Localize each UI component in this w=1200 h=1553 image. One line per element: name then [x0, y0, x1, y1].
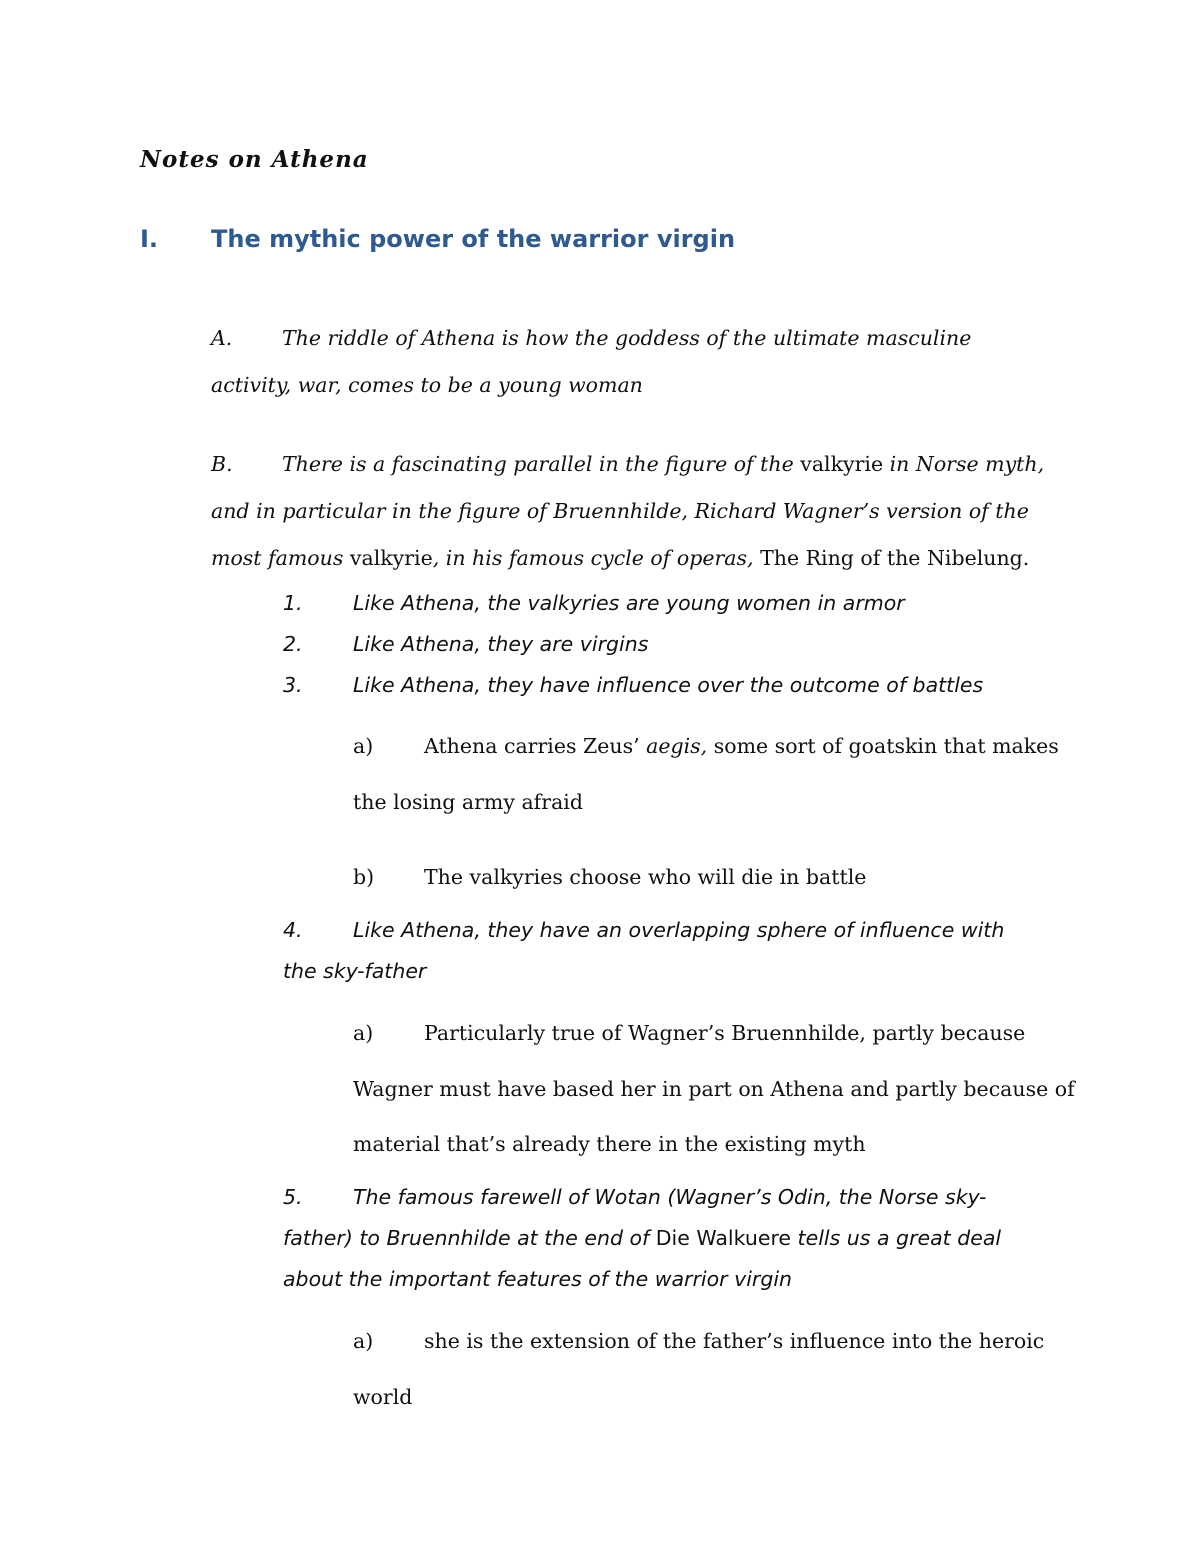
section-heading: The mythic power of the warrior virgin [211, 225, 736, 253]
section-number: I. [140, 225, 159, 253]
valkyrie-term: valkyrie [800, 452, 884, 476]
page-title: Notes on Athena [140, 146, 369, 173]
point-5-line2-end: tells us a great deal [791, 1226, 1002, 1250]
item-a-line2: activity, war, comes to be a young woman [211, 373, 643, 397]
point-5-line2-text: father) to Bruennhilde at the end of [283, 1226, 656, 1250]
point-4-line1: Like Athena, they have an overlapping sphere of influence with [353, 918, 1005, 942]
point-4a-line1: Particularly true of Wagner’s Bruennhilde, partly because [424, 1021, 1026, 1045]
opera-title: Die Walkuere [655, 1226, 792, 1250]
point-4a-marker: a) [353, 1021, 374, 1045]
point-5a-line1: she is the extension of the father’s influence into the heroic [424, 1329, 1045, 1353]
item-a-line1: The riddle of Athena is how the goddess of the ultimate masculine [282, 326, 972, 350]
valkyrie-term: valkyrie [349, 546, 433, 570]
point-1-text: Like Athena, the valkyries are young women in armor [353, 591, 905, 615]
item-b-line1 [282, 452, 1044, 476]
item-b-line1-text: There is a fascinating parallel in the figure of the [282, 452, 801, 476]
point-5a-marker: a) [353, 1329, 374, 1353]
point-4-line2: the sky-father [283, 959, 427, 983]
point-2-text: Like Athena, they are virgins [353, 632, 649, 656]
point-5-line3: about the important features of the warrior virgin [283, 1267, 793, 1291]
point-5-line1: The famous farewell of Wotan (Wagner’s Odin, the Norse sky- [353, 1185, 987, 1209]
aegis-term: aegis, [646, 734, 708, 758]
point-3a-marker: a) [353, 734, 374, 758]
point-4-marker: 4. [283, 918, 303, 942]
point-3a-line1 [424, 734, 1059, 758]
point-3a-text-end: some sort of goatskin that makes [707, 734, 1059, 758]
item-b-line2: and in particular in the figure of Bruennhilde, Richard Wagner’s version of the [211, 499, 1029, 523]
item-b-line3-mid: , in his famous cycle of operas, [432, 546, 761, 570]
point-3b-marker: b) [353, 865, 375, 889]
point-5-line2 [283, 1226, 1001, 1250]
item-b-line3-text: most famous [211, 546, 350, 570]
item-b-marker: B. [211, 452, 233, 476]
point-5a-line2: world [353, 1385, 413, 1409]
point-3a-line2: the losing army afraid [353, 790, 583, 814]
point-3-text: Like Athena, they have influence over the outcome of battles [353, 673, 984, 697]
point-1-marker: 1. [283, 591, 303, 615]
point-3a-text: Athena carries Zeus’ [424, 734, 647, 758]
point-3-marker: 3. [283, 673, 303, 697]
item-b-line1-end: in Norse myth, [883, 452, 1045, 476]
opera-title: The Ring of the Nibelung. [760, 546, 1030, 570]
point-4a-line3: material that’s already there in the existing myth [353, 1132, 866, 1156]
point-5-marker: 5. [283, 1185, 303, 1209]
point-3b-text: The valkyries choose who will die in battle [424, 865, 867, 889]
point-2-marker: 2. [283, 632, 303, 656]
point-4a-line2: Wagner must have based her in part on Athena and partly because of [353, 1077, 1075, 1101]
item-a-marker: A. [211, 326, 233, 350]
item-b-line3 [211, 546, 1029, 570]
